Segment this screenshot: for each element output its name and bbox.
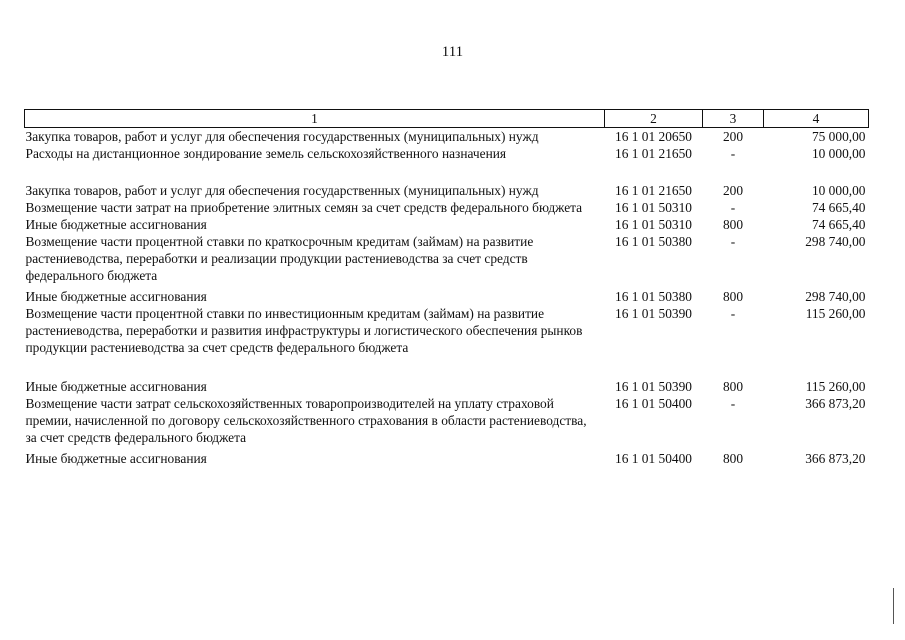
row-code: 16 1 01 50310 bbox=[615, 200, 692, 215]
row-name: Закупка товаров, работ и услуг для обеспечения государственных (муниципальных) нужд bbox=[25, 183, 539, 198]
row-amount: 115 260,00 bbox=[805, 306, 866, 321]
row-name: Возмещение части затрат сельскохозяйственных товаропроизводителей на уплату страховой премии, начисленной по договору сельскохозяйственного страхования в области растениеводства, за счет средств федерального бюджета bbox=[25, 396, 587, 445]
row-amount: 75 000,00 bbox=[811, 129, 866, 144]
header-col-1: 1 bbox=[25, 110, 605, 128]
row-expense-type: 800 bbox=[722, 451, 744, 466]
table-row bbox=[25, 450, 869, 467]
row-name: Иные бюджетные ассигнования bbox=[25, 451, 207, 466]
table-row bbox=[25, 216, 869, 233]
row-expense-type: 800 bbox=[722, 217, 744, 232]
row-expense-type: 200 bbox=[722, 183, 744, 198]
row-amount: 10 000,00 bbox=[811, 146, 866, 161]
row-expense-type: - bbox=[730, 200, 736, 215]
table-row bbox=[25, 128, 869, 146]
table-row bbox=[25, 145, 869, 182]
row-amount: 366 873,20 bbox=[805, 451, 866, 466]
row-code: 16 1 01 50390 bbox=[615, 306, 692, 321]
row-name: Возмещение части процентной ставки по краткосрочным кредитам (займам) на развитие растениеводства, переработки и реализации продукции растениеводства за счет средств федерального бюджета bbox=[25, 234, 534, 283]
table-row bbox=[25, 395, 869, 450]
row-code: 16 1 01 50400 bbox=[615, 396, 692, 411]
page-number: 111 bbox=[441, 44, 464, 60]
row-code: 16 1 01 50380 bbox=[615, 234, 692, 249]
row-name: Иные бюджетные ассигнования bbox=[25, 289, 207, 304]
row-amount: 298 740,00 bbox=[805, 289, 866, 304]
row-code: 16 1 01 50400 bbox=[615, 451, 692, 466]
row-amount: 74 665,40 bbox=[811, 200, 866, 215]
table-row bbox=[25, 305, 869, 378]
header-col-3: 3 bbox=[703, 110, 764, 128]
table-header-row bbox=[25, 110, 869, 128]
budget-table bbox=[24, 109, 869, 467]
row-expense-type: - bbox=[730, 396, 736, 411]
table-row bbox=[25, 182, 869, 199]
row-amount: 115 260,00 bbox=[805, 379, 866, 394]
row-amount: 74 665,40 bbox=[811, 217, 866, 232]
row-code: 16 1 01 20650 bbox=[615, 129, 692, 144]
table-row bbox=[25, 288, 869, 305]
row-name: Иные бюджетные ассигнования bbox=[25, 379, 207, 394]
row-name: Закупка товаров, работ и услуг для обеспечения государственных (муниципальных) нужд bbox=[25, 129, 539, 144]
row-code: 16 1 01 21650 bbox=[615, 146, 692, 161]
header-col-4: 4 bbox=[764, 110, 869, 128]
row-code: 16 1 01 50380 bbox=[615, 289, 692, 304]
row-expense-type: - bbox=[730, 146, 736, 161]
row-code: 16 1 01 50310 bbox=[615, 217, 692, 232]
row-expense-type: - bbox=[730, 234, 736, 249]
table-body bbox=[25, 128, 869, 468]
row-name: Возмещение части затрат на приобретение элитных семян за счет средств федерального бюджета bbox=[25, 200, 583, 215]
table-row bbox=[25, 233, 869, 288]
row-amount: 10 000,00 bbox=[811, 183, 866, 198]
row-name: Иные бюджетные ассигнования bbox=[25, 217, 207, 232]
row-code: 16 1 01 21650 bbox=[615, 183, 692, 198]
row-expense-type: 200 bbox=[722, 129, 744, 144]
row-code: 16 1 01 50390 bbox=[615, 379, 692, 394]
row-name: Расходы на дистанционное зондирование земель сельскохозяйственного назначения bbox=[25, 146, 507, 161]
table-row bbox=[25, 199, 869, 216]
scan-edge-mark bbox=[893, 588, 894, 624]
row-expense-type: 800 bbox=[722, 379, 744, 394]
row-name: Возмещение части процентной ставки по инвестиционным кредитам (займам) на развитие растениеводства, переработки и развития инфраструктуры и логистического обеспечения рынков продукции растениеводства за счет средств федерального бюджета bbox=[25, 306, 583, 355]
row-amount: 366 873,20 bbox=[805, 396, 866, 411]
row-expense-type: 800 bbox=[722, 289, 744, 304]
row-expense-type: - bbox=[730, 306, 736, 321]
header-col-2: 2 bbox=[605, 110, 703, 128]
row-amount: 298 740,00 bbox=[805, 234, 866, 249]
table-row bbox=[25, 378, 869, 395]
